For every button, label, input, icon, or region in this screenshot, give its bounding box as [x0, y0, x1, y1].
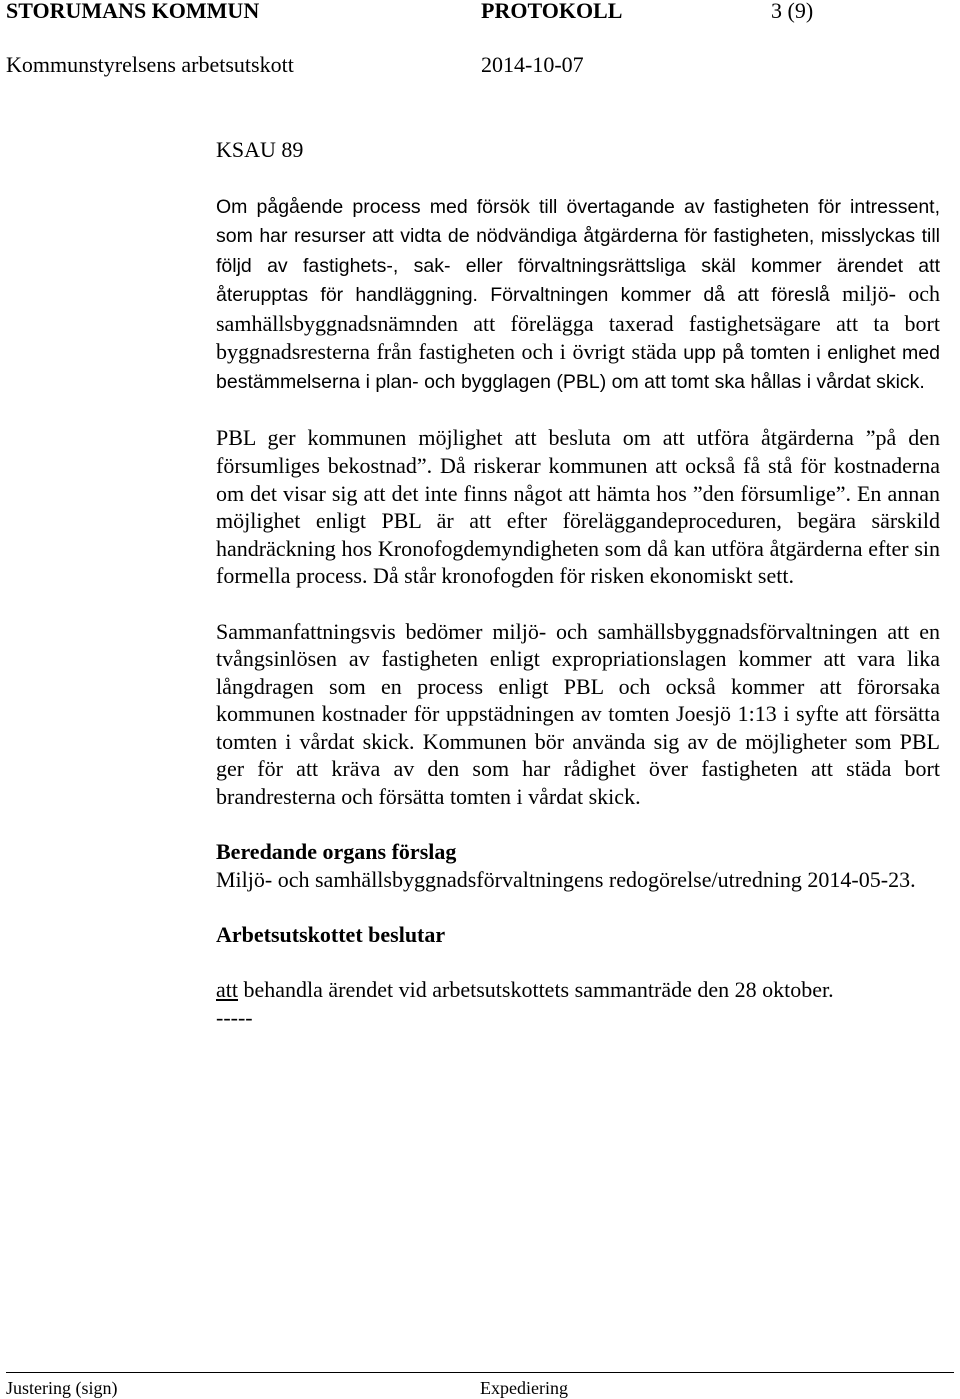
paragraph-3: Sammanfattningsvis bedömer miljö- och samhällsbyggnadsförvaltningen att en tvångsinlösen av fastigheten enligt expropriationslagen kommer att vara lika långdragen som en process enligt PBL och också kommer att förorsaka kommunen kostnader för uppstädningen av tomten Joesjö 1:13 i syfte att försätta tomten i vårdat skick. Kommunen bör använda sig av de möjligheter som PBL ger för att kräva av den som har rådighet över fastigheten att städa bort brandresterna och försätta tomten i vårdat skick. — [216, 618, 940, 810]
decision-att: att — [216, 977, 238, 1003]
page-header-sub — [6, 52, 954, 78]
paragraph-1-part-a: Om pågående process med försök till övertagande av fastigheten för intressent, som har resurser att vidta de nödvändiga åtgärderna för fastigheten, misslyckas till följd av fastighets-, sak- eller förvaltningsrättsliga skäl kommer ärendet att återupptas för handläggning. Förvaltningen kommer då att föreslå — [216, 195, 940, 307]
doc-type: PROTOKOLL — [481, 0, 623, 23]
decision-body: behandla ärendet vid arbetsutskottets sammanträde den 28 oktober. — [238, 977, 834, 1003]
footer-divider — [6, 1372, 954, 1373]
footer-expediering: Expediering — [480, 1378, 568, 1398]
document-body — [216, 136, 940, 1031]
section-title: KSAU 89 — [216, 137, 304, 162]
paragraph-2: PBL ger kommunen möjlighet att besluta om att utföra åtgärderna ”på den försumliges bekostnad”. Då riskerar kommunen att också få stå för kostnaderna om det visar sig att det inte finns något att hämta hos ”den försumlige”. En annan möjlighet enligt PBL är att efter föreläggandeproceduren, begära särskild handräckning hos Kronofogdemyndigheten som då kan utföra åtgärderna efter sin formella process. Då står kronofogden för risken ekonomiskt sett. — [216, 425, 940, 589]
end-marker: ----- — [216, 1004, 253, 1030]
page-header-top — [6, 0, 954, 24]
meeting-date: 2014-10-07 — [481, 52, 584, 77]
decision-heading: Arbetsutskottet beslutar — [216, 922, 446, 948]
paragraph-1-part-b: miljö- och samhällsbyggnadsnämnden att förelägga taxerad fastighetsägare att ta bort byggnadsresterna från fastigheten och i övrigt städa — [216, 281, 941, 364]
proposal-heading: Beredande organs förslag — [216, 839, 457, 865]
page-footer — [6, 1377, 568, 1399]
committee-name: Kommunstyrelsens arbetsutskott — [6, 52, 294, 77]
paragraph-1-part-c: upp på tomten i enlighet med bestämmelserna i plan- och bygglagen (PBL) om att tomt ska hållas i vårdat skick. — [216, 341, 940, 394]
page-number: 3 (9) — [771, 0, 814, 23]
proposal-text: Miljö- och samhällsbyggnadsförvaltningens redogörelse/utredning 2014-05-23. — [216, 866, 916, 892]
decision-text — [216, 976, 940, 1004]
paragraph-1 — [216, 192, 940, 397]
org-name: STORUMANS KOMMUN — [6, 0, 260, 23]
footer-justering: Justering (sign) — [6, 1378, 118, 1398]
